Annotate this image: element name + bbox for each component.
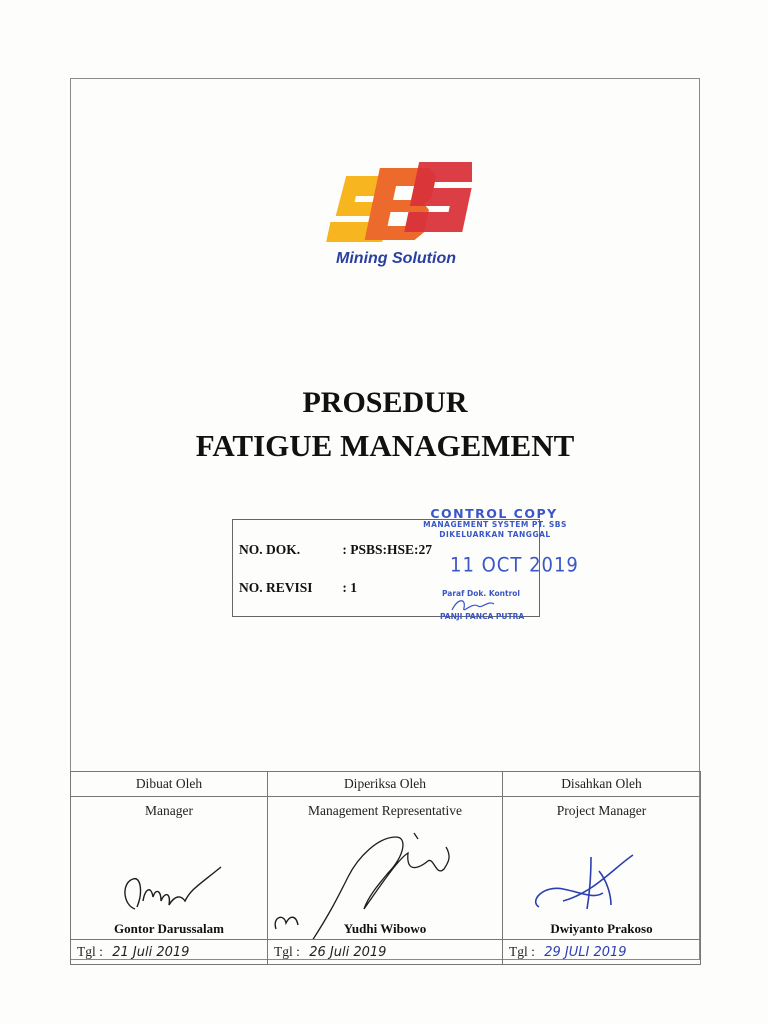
approval-header-row — [71, 772, 701, 797]
date-cell-approver — [503, 940, 701, 965]
approval-table — [70, 771, 701, 965]
revision-value: : 1 — [342, 580, 357, 595]
header-checked-by: Diperiksa Oleh — [268, 772, 503, 797]
signature-cell-checker — [268, 797, 503, 940]
doc-number-row — [239, 542, 432, 558]
role-approver: Project Manager — [556, 803, 647, 818]
document-title-line1: PROSEDUR — [302, 386, 468, 419]
signer-checker: Yudhi Wibowo — [343, 921, 427, 936]
date-value-checker: 26 Juli 2019 — [309, 945, 387, 960]
approval-signature-row — [71, 797, 701, 940]
date-cell-checker — [268, 940, 503, 965]
signature-creator — [71, 797, 268, 939]
approval-date-row — [71, 940, 701, 965]
date-cell-creator — [71, 940, 268, 965]
stamp-line2: DIKELUARKAN TANGGAL — [439, 530, 551, 539]
stamp-title: CONTROL COPY — [430, 506, 558, 521]
stamp-name: PANJI PANCA PUTRA — [440, 612, 525, 621]
header-approved-by: Disahkan Oleh — [503, 772, 701, 797]
doc-number-value: : PSBS:HSE:27 — [342, 542, 433, 557]
document-title-line2: FATIGUE MANAGEMENT — [195, 428, 575, 463]
signature-approver — [503, 797, 701, 939]
role-checker: Management Representative — [307, 803, 463, 818]
date-value-approver: 29 JULI 2019 — [544, 945, 627, 960]
revision-label: NO. REVISI — [239, 580, 313, 595]
doc-number-label: NO. DOK. — [239, 542, 301, 557]
stamp-line1: MANAGEMENT SYSTEM PT. SBS — [423, 520, 567, 529]
stamp-paraf-label: Paraf Dok. Kontrol — [442, 589, 520, 598]
date-label-creator: Tgl : — [77, 944, 103, 959]
signer-approver: Dwiyanto Prakoso — [550, 921, 653, 936]
signature-cell-approver — [503, 797, 701, 940]
date-value-creator: 21 Juli 2019 — [112, 945, 190, 960]
date-label-checker: Tgl : — [274, 944, 300, 959]
signature-checker — [268, 797, 503, 939]
logo-tagline: Mining Solution — [336, 250, 456, 267]
revision-row — [239, 580, 357, 596]
signature-cell-creator — [71, 797, 268, 940]
role-creator: Manager — [145, 803, 193, 818]
stamp-subtitle — [400, 520, 590, 540]
date-label-approver: Tgl : — [509, 944, 535, 959]
stamp-date: 11 OCT 2019 — [450, 553, 579, 578]
header-created-by: Dibuat Oleh — [71, 772, 268, 797]
signer-creator: Gontor Darussalam — [114, 921, 224, 936]
